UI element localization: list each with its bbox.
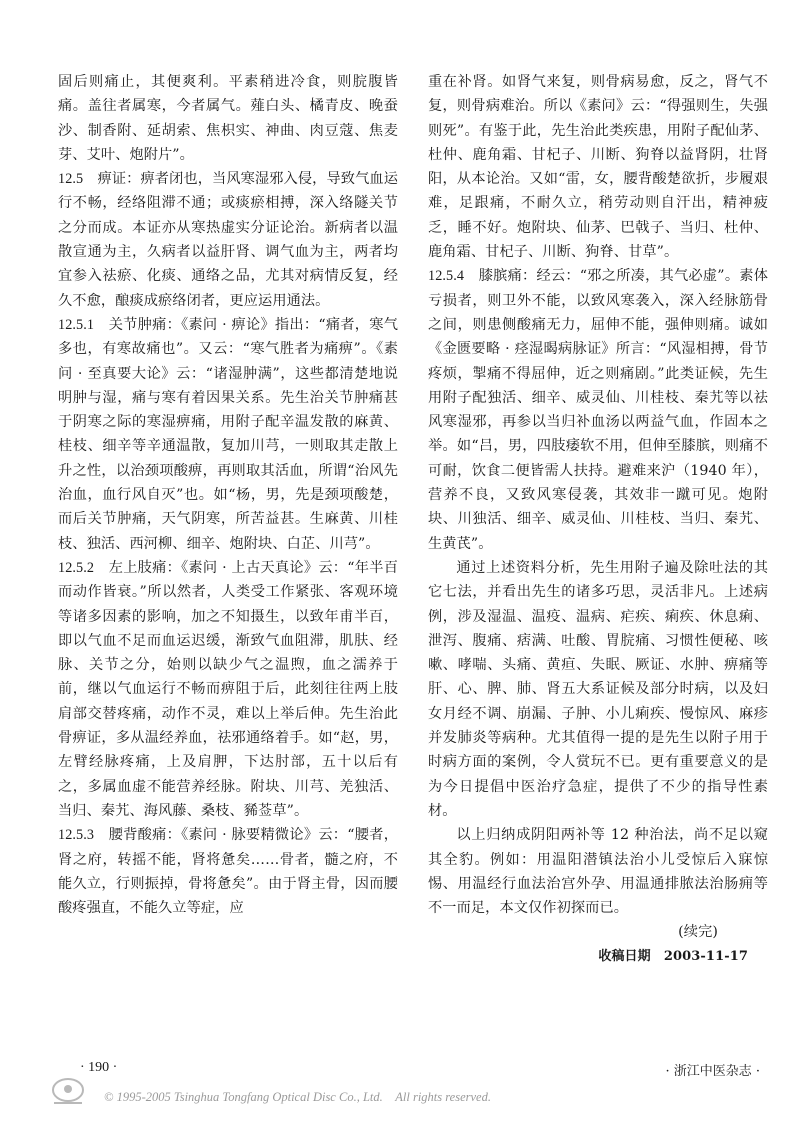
publisher-logo-icon (50, 1076, 86, 1106)
copyright-notice: © 1995-2005 Tsinghua Tongfang Optical Disc Co., Ltd. All rights reserved. (104, 1090, 491, 1104)
received-date: 收稿日期 2003-11-17 (598, 948, 748, 964)
section-12-5-3 (58, 823, 398, 920)
section-number: 12.5.1 (58, 316, 95, 333)
logo-dot (64, 1085, 72, 1093)
paragraph-continued: 固后则痛止，其便爽利。平素稍进冷食，则脘腹皆痛。盖往者属寒，今者属气。薤白头、橘青皮、晚蚕沙、制香附、延胡索、焦枳实、神曲、肉豆蔻、焦麦芽、艾叶、炮附片”。 (58, 74, 398, 163)
section-text: 膝膑痛：经云：“邪之所凑，其气必虚”。素体亏损者，则卫外不能，以致风寒袭入，深入经脉筋骨之间，则患侧酸痛无力，屈伸不能，强伸则痛。诚如《金匮要略 · 痉湿暍病脉证》所言：“风湿相搏，骨节疼烦，掣痛不得屈伸，近之则痛剧。”此类证候，先生用附子配独活、细辛、威灵仙、川桂枝、秦艽等以祛风寒湿邪，再参以当归补血汤以两益气血，作固本之举。如“吕，男，四肢痿软不用，但伸至膝膑，则痛不可耐，饮食二便皆需人扶持。避难来沪（1940 年），营养不良，又致风寒侵袭，其效非一蹴可见。炮附块、川独活、细辛、威灵仙、川桂枝、当归、秦艽、生黄芪”。 (428, 268, 768, 552)
section-text: 关节肿痛：《素问 · 痹论》指出：“痛者，寒气多也，有寒故痛也”。又云：“寒气胜者为痛痹”。《素问 · 至真要大论》云：“诸湿肿满”，这些都清楚地说明肿与湿，痛与寒有着因果关系。先生治关节肿痛甚于阴寒之际的寒湿痹痛，用附子配辛温发散的麻黄、桂枝、细辛等辛通温散，复加川芎，一则取其走散上升之性，以治颈项酸痹，再则取其活血，所谓“治风先治血，血行风自灭”也。如“杨，男，先是颈项酸楚，而后关节肿痛，天气阴寒，所苦益甚。生麻黄、川桂枝、独活、西河柳、细辛、炮附块、白芷、川芎”。 (58, 316, 399, 552)
right-column (428, 70, 768, 969)
section-number: 12.5.2 (58, 559, 95, 576)
section-text: 痹证：痹者闭也，当风寒湿邪入侵，导致气血运行不畅，经络阻滞不通；或痰瘀相搏，深入络隧关节之分而成。本证亦从寒热虚实分证论治。新病者以温散宣通为主，久病者以益肝肾、调气血为主，两者均宜参入祛瘀、化痰、通络之品，尤其对病情反复，经久不愈，酿痰成瘀络闭者，更应运用通法。 (58, 171, 398, 309)
section-text: 腰背酸痛：《素问 · 脉要精微论》云：“腰者，肾之府，转摇不能，肾将惫矣……骨者，髓之府，不能久立，行则振掉，骨将惫矣”。由于肾主骨，因而腰酸疼强直，不能久立等症，应 (58, 827, 399, 917)
logo-bar (54, 1102, 82, 1104)
left-column (58, 70, 398, 920)
section-number: 12.5.3 (58, 827, 95, 844)
journal-name: · 浙江中医杂志 · (665, 1064, 760, 1079)
section-number: 12.5.4 (428, 268, 465, 285)
page-number: · 190 · (80, 1060, 118, 1075)
section-text: 左上肢痛：《素问 · 上古天真论》云：“年半百而动作皆衰。”所以然者，人类受工作紧张、客观环境等诸多因素的影响，加之不知摄生，以致年甫半百，即以气血不足而血运迟缓，渐致气血阻滞，肌肤、经脉、关节之分，始则以缺少气之温煦，血之濡养于前，继以气血运行不畅而痹阻于后，此刻往往两上肢肩部交替疼痛，动作不灵，难以上举后伸。先生治此骨痹证，多从温经养血，祛邪通络着手。如“赵，男，左臂经脉疼痛，上及肩胛，下达肘部，五十以后有之，多属血虚不能营养经脉。附块、川芎、羌独活、当归、秦艽、海风藤、桑枝、豨莶草”。 (58, 559, 399, 819)
summary-paragraph: 通过上述资料分析，先生用附子遍及除吐法的其它七法，并看出先生的诸多巧思，灵活非凡。上述病例，涉及湿温、温疫、温病、疟疾、痢疾、休息痢、泄泻、腹痛、痞满、吐酸、胃脘痛、习惯性便秘、咳嗽、哮喘、头痛、黄疸、失眠、厥证、水肿、痹痛等肝、心、脾、肺、肾五大系证候及部分时病，以及妇女月经不调、崩漏、子肿、小儿痢疾、慢惊风、麻疹并发肺炎等病种。尤其值得一提的是先生以附子用于时病方面的案例，令人赏玩不已。更有重要意义的是为今日提倡中医治疗急症，提供了不少的指导性素材。 (428, 559, 768, 819)
section-number: 12.5 (58, 171, 84, 188)
conclusion-paragraph: 以上归纳成阴阳两补等 12 种治法，尚不足以窥其全豹。例如：用温阳潜镇法治小儿受惊后入寐惊惕、用温经行血法治宫外孕、用温通排脓法治肠痈等不一而足，本文仅作初探而已。 (428, 827, 768, 917)
section-12-5-2 (58, 556, 398, 823)
section-12-5-1 (58, 313, 398, 556)
section-12-5-4 (428, 264, 768, 556)
to-be-concluded: (续完) (678, 924, 718, 941)
paragraph-continued: 重在补肾。如肾气来复，则骨病易愈，反之，肾气不复，则骨病难治。所以《素问》云：“得强则生，失强则死”。有鉴于此，先生治此类疾患，用附子配仙茅、杜仲、鹿角霜、甘杞子、川断、狗脊以益肾阴，壮肾阳，从本论治。又如“雷，女，腰背酸楚欲折，步履艰难，足跟痛，不耐久立，稍劳动则自汗出，精神疲乏，睡不好。炮附块、仙茅、巴戟子、当归、杜仲、鹿角霜、甘杞子、川断、狗脊、甘草”。 (428, 74, 768, 261)
section-12-5 (58, 167, 398, 313)
